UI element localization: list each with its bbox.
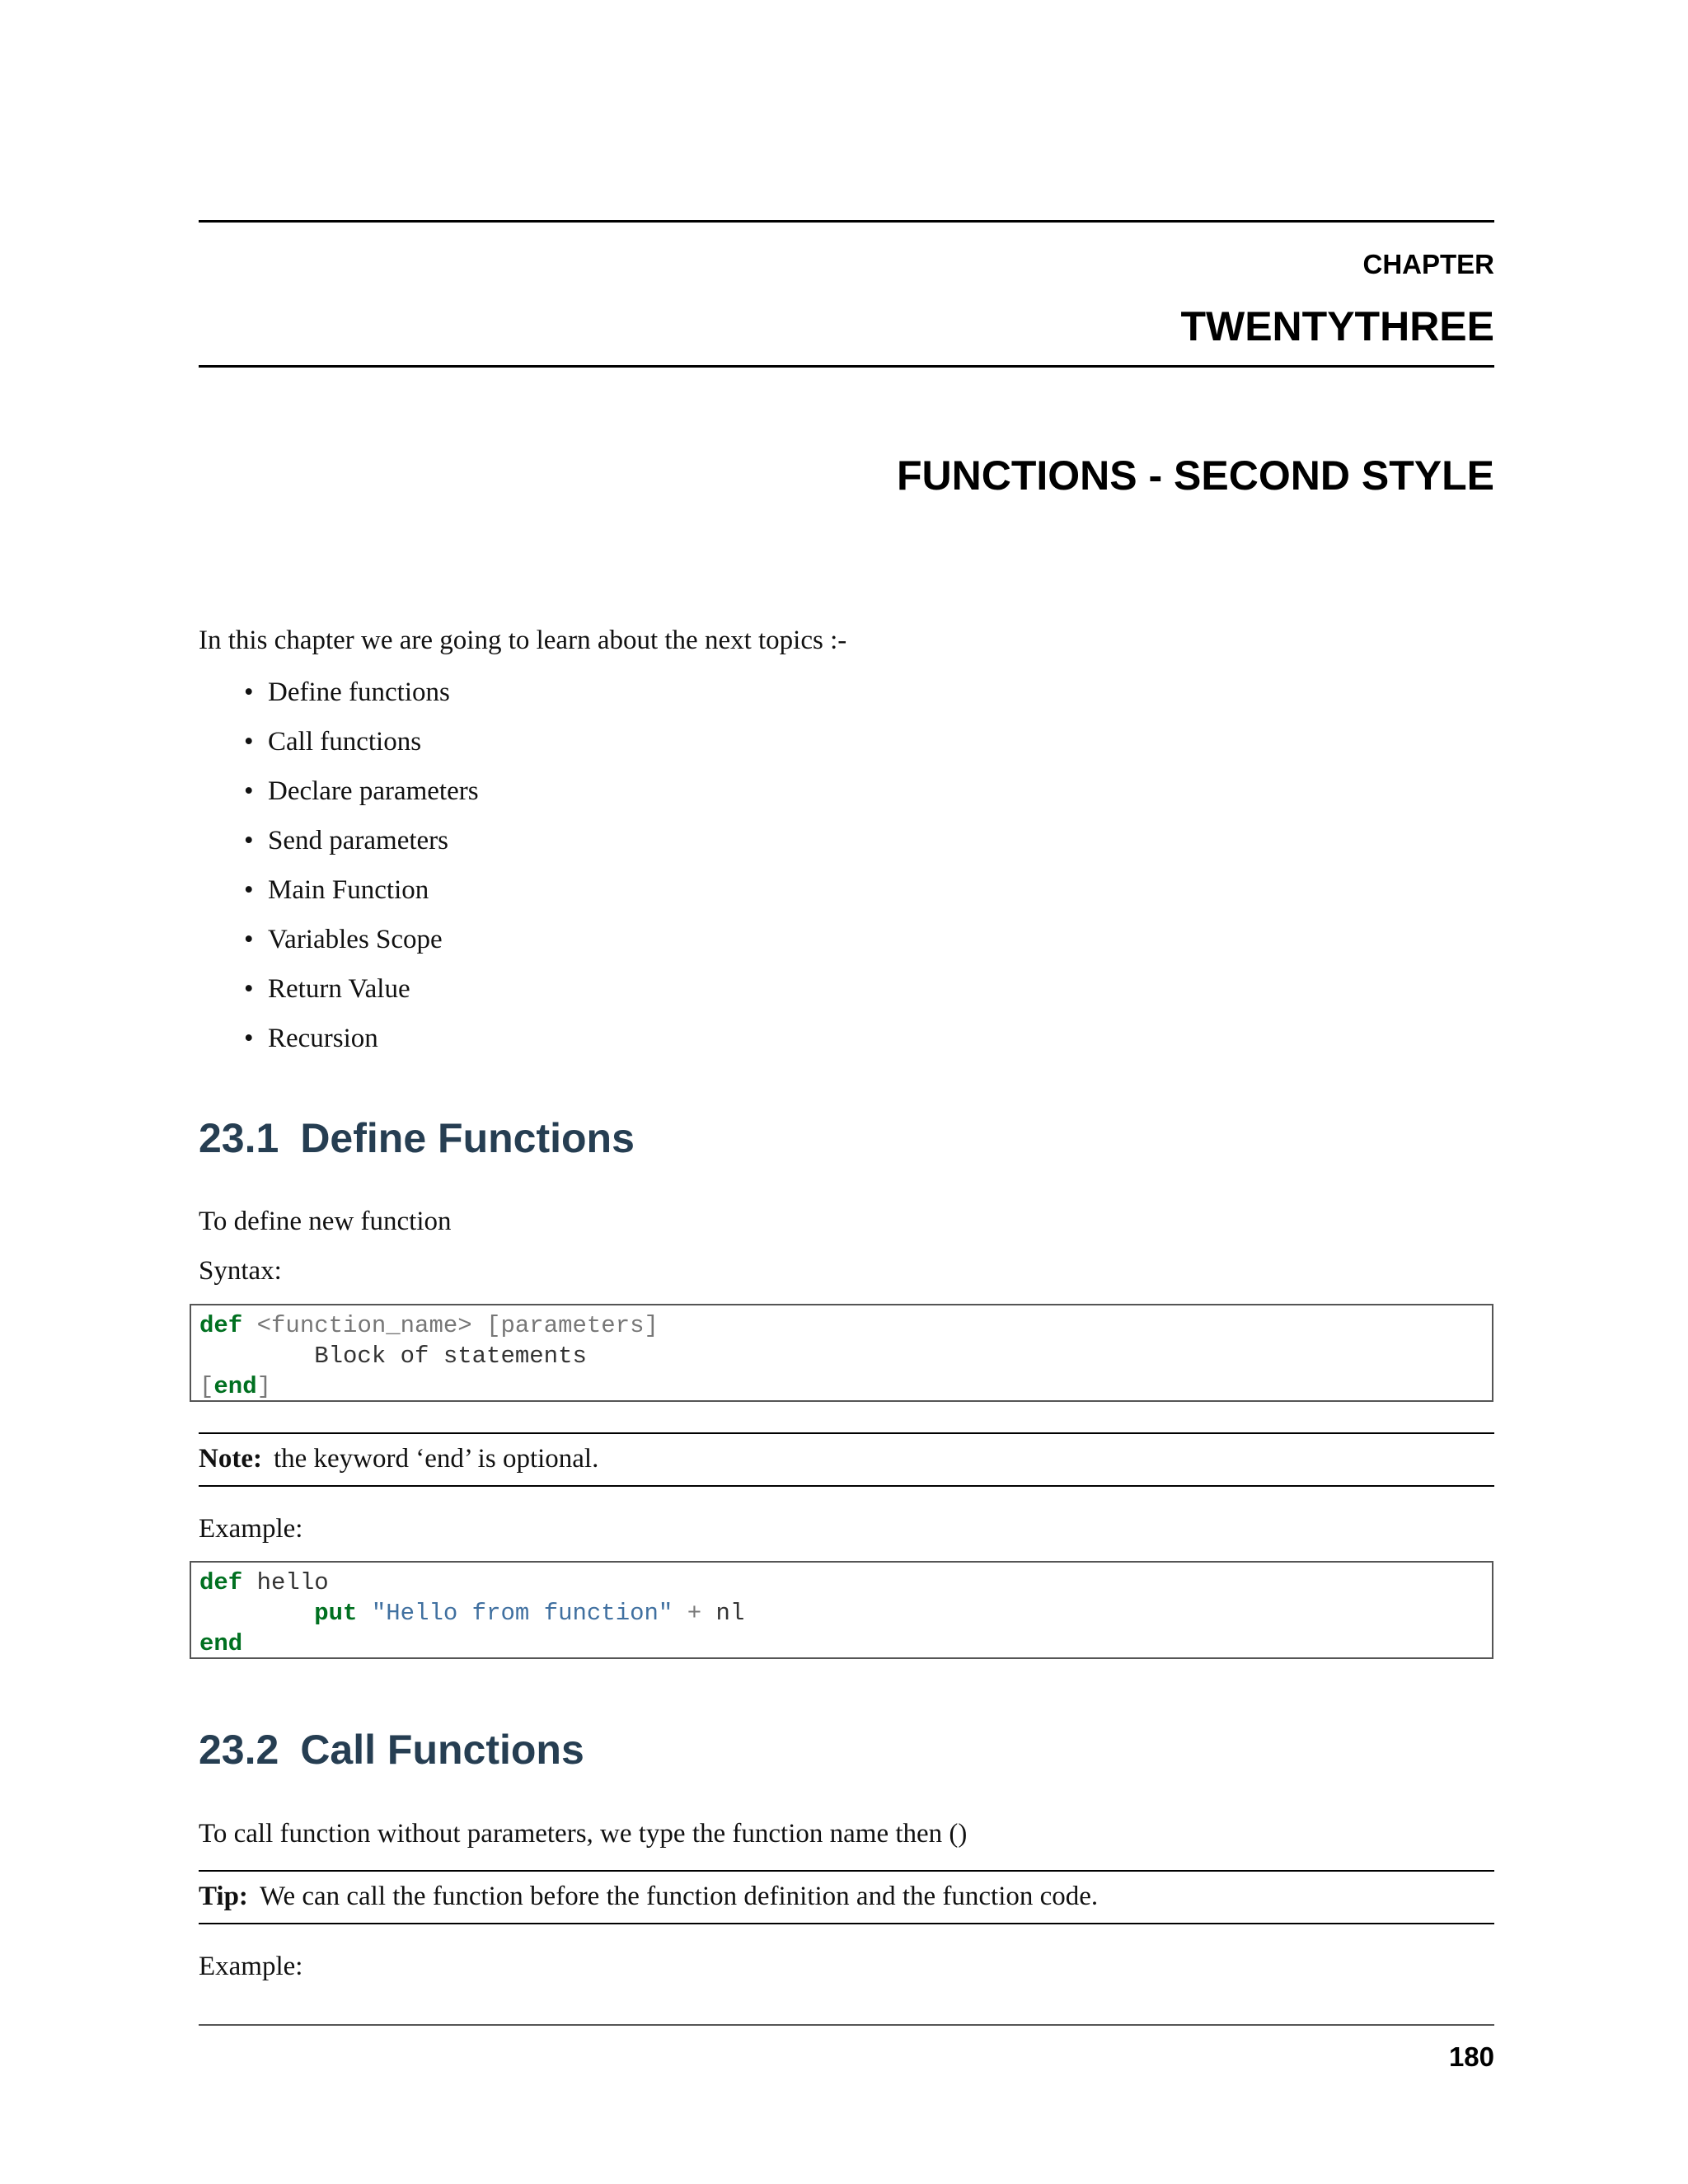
tip-text: We can call the function before the function definition and the function code. <box>259 1882 1099 1911</box>
topics-list <box>199 676 479 1071</box>
code-keyword: def <box>199 1312 243 1339</box>
code-line <box>199 1371 1484 1402</box>
syntax-label: Syntax: <box>199 1256 282 1286</box>
bullet-icon: • <box>244 776 254 806</box>
example-label: Example: <box>199 1514 303 1544</box>
list-item <box>199 874 479 923</box>
code-text: hello <box>242 1569 329 1596</box>
page-number: 180 <box>1448 2041 1494 2072</box>
topic-label: Main Function <box>268 875 429 905</box>
bullet-icon: • <box>244 1024 254 1053</box>
topic-label: Declare parameters <box>268 776 479 806</box>
code-text: [parameters] <box>486 1312 659 1339</box>
intro-text: In this chapter we are going to learn about the next topics :- <box>199 626 847 655</box>
list-item <box>199 1022 479 1071</box>
example-code-block <box>190 1561 1493 1659</box>
code-text: [ <box>199 1373 214 1400</box>
code-line <box>199 1310 1484 1341</box>
topic-label: Send parameters <box>268 826 448 855</box>
list-item <box>199 676 479 725</box>
list-item <box>199 972 479 1022</box>
section-title: Define Functions <box>300 1115 635 1161</box>
section-heading-define-functions <box>199 1114 635 1162</box>
header-top-rule <box>199 220 1494 223</box>
example-label: Example: <box>199 1952 303 1981</box>
note-admonition <box>199 1432 1494 1487</box>
define-paragraph: To define new function <box>199 1207 452 1236</box>
list-item <box>199 725 479 775</box>
note-text: the keyword ‘end’ is optional. <box>273 1444 599 1474</box>
bullet-icon: • <box>244 727 254 757</box>
code-text: <function_name> <box>242 1312 487 1339</box>
chapter-title: FUNCTIONS - SECOND STYLE <box>896 452 1494 499</box>
bullet-icon: • <box>244 875 254 905</box>
tip-admonition <box>199 1870 1494 1924</box>
code-keyword: end <box>213 1373 257 1400</box>
topic-label: Return Value <box>268 974 410 1004</box>
section-number: 23.2 <box>199 1727 279 1773</box>
code-text: Block of statements <box>199 1343 587 1370</box>
bullet-icon: • <box>244 677 254 707</box>
note-title: Note: <box>199 1444 262 1474</box>
code-string: "Hello from function" <box>357 1600 673 1627</box>
code-keyword: end <box>199 1630 243 1657</box>
code-line <box>199 1629 1484 1659</box>
section-title: Call Functions <box>300 1727 584 1773</box>
code-keyword: put <box>314 1600 358 1627</box>
topic-label: Call functions <box>268 727 422 757</box>
code-line <box>199 1598 1484 1629</box>
code-keyword: def <box>199 1569 243 1596</box>
list-item <box>199 775 479 824</box>
section-heading-call-functions <box>199 1726 584 1774</box>
syntax-code-block <box>190 1304 1493 1402</box>
bullet-icon: • <box>244 974 254 1004</box>
code-text: ] <box>256 1373 272 1400</box>
chapter-number: TWENTYTHREE <box>1180 303 1494 349</box>
list-item <box>199 923 479 972</box>
code-text: nl <box>701 1600 745 1627</box>
header-bottom-rule <box>199 365 1494 368</box>
call-paragraph: To call function without parameters, we type the function name then () <box>199 1819 968 1849</box>
code-line <box>199 1568 1484 1598</box>
topic-label: Variables Scope <box>268 925 443 954</box>
bullet-icon: • <box>244 925 254 954</box>
topic-label: Define functions <box>268 677 450 707</box>
code-operator: + <box>673 1600 702 1627</box>
footer-rule <box>199 2024 1494 2026</box>
topic-label: Recursion <box>268 1024 378 1053</box>
code-indent <box>199 1600 314 1627</box>
code-line <box>199 1341 1484 1371</box>
bullet-icon: • <box>244 826 254 855</box>
tip-title: Tip: <box>199 1882 248 1911</box>
section-number: 23.1 <box>199 1115 279 1161</box>
list-item <box>199 824 479 874</box>
chapter-label: CHAPTER <box>1362 249 1494 279</box>
